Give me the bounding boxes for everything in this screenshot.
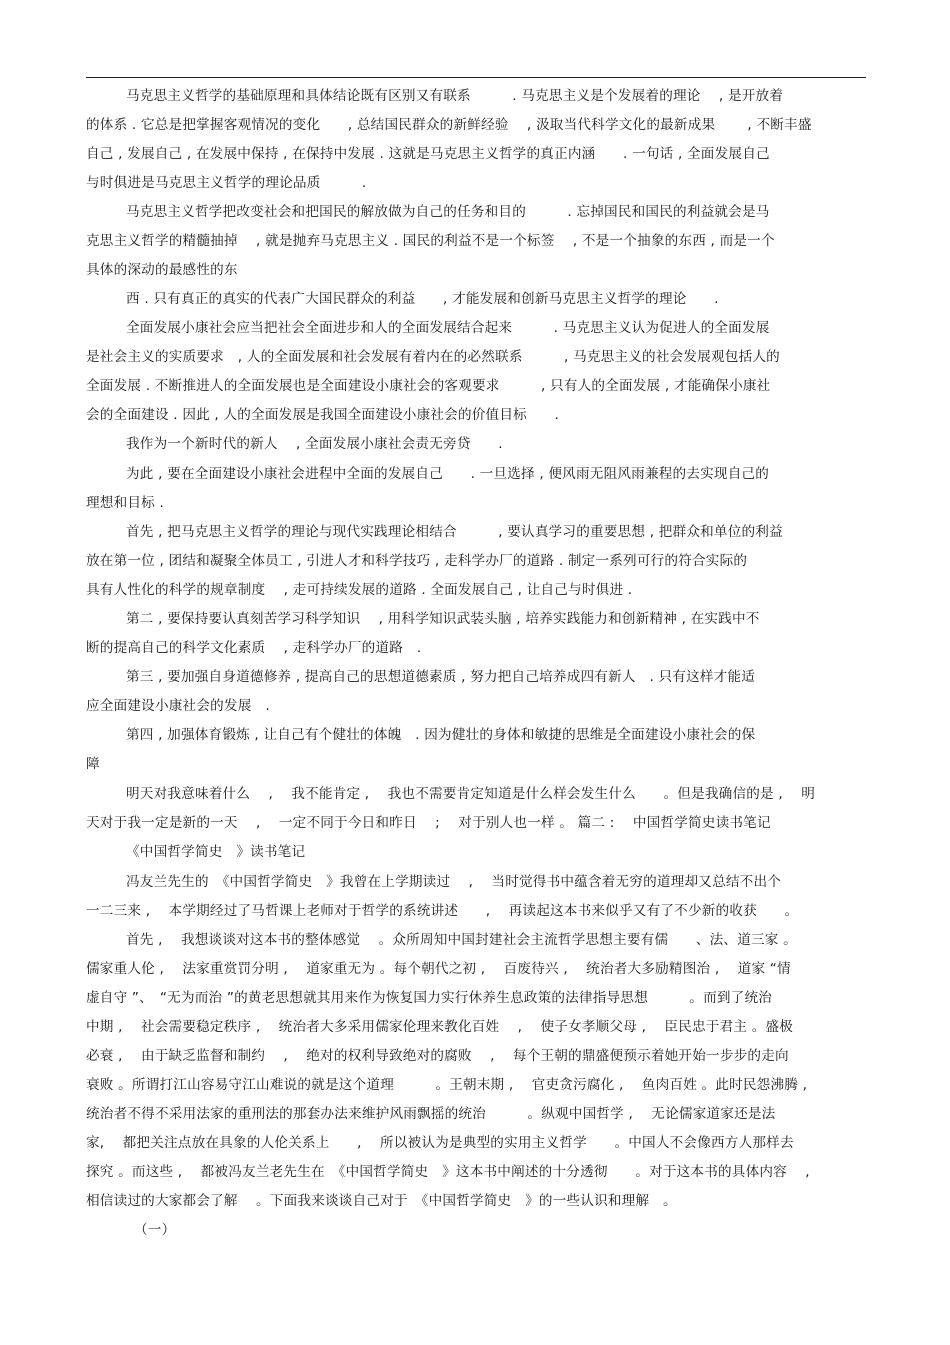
text-line: 第三 , 要加强自身道德修养 , 提高自己的思想道德素质 , 努力把自己培养成四有新人 . 只有这样才能适 bbox=[126, 669, 756, 685]
text-line: 必衰 , 由于缺乏监督和制约 , 绝对的权利导致绝对的腐败 , 每个王朝的鼎盛便预示着她开始一步步的走向 bbox=[86, 1048, 789, 1064]
text-line: 第四 , 加强体育锻炼 , 让自己有个健壮的体魄 . 因为健壮的身体和敏捷的思维是全面建设小康社会的保 bbox=[126, 727, 756, 743]
text-line: 的体系 . 它总是把掌握客观情况的变化 , 总结国民群众的新鲜经验 , 汲取当代科学文化的最新成果 , 不断丰盛 bbox=[86, 117, 812, 133]
text-line: 明天对我意味着什么 , 我不能肯定 , 我也不需要肯定知道是什么样会发生什么 。但是我确信的是 , 明 bbox=[126, 786, 815, 802]
text-line: 首先 , 我想谈谈对这本书的整体感觉 。众所周知中国封建社会主流哲学思想主要有儒 、法、道三家 。 bbox=[126, 932, 797, 948]
text-line: 我作为一个新时代的新人 , 全面发展小康社会责无旁贷 . bbox=[126, 436, 503, 452]
text-line: 具有人性化的科学的规章制度 , 走可持续发展的道路 . 全面发展自己 , 让自己与时俱进 . bbox=[86, 582, 633, 598]
text-line: 理想和目标 . bbox=[86, 495, 165, 511]
text-line: 为此 , 要在全面建设小康社会进程中全面的发展自己 . 一旦选择 , 便风雨无阻风雨兼程的去实现自己的 bbox=[126, 466, 770, 482]
text-line: 是社会主义的实质要求 , 人的全面发展和社会发展有着内在的必然联系 , 马克思主义的社会发展观包括人的 bbox=[86, 349, 780, 365]
text-line: 西 . 只有真正的真实的代表广大国民群众的利益 , 才能发展和创新马克思主义哲学的理论 . bbox=[126, 291, 719, 307]
header-rule bbox=[86, 77, 866, 78]
text-line: 自己 , 发展自己 , 在发展中保持 , 在保持中发展 . 这就是马克思主义哲学的真正内涵 . 一句话 , 全面发展自己 bbox=[86, 146, 770, 162]
text-line: 中期 , 社会需要稳定秩序 , 统治者大多采用儒家伦理来教化百姓 , 使子女孝顺父母 , 臣民忠于君主 。盛极 bbox=[86, 1019, 794, 1035]
text-line: 《中国哲学简史 》读书笔记 bbox=[126, 844, 306, 860]
text-line: 相信读过的大家都会了解 。下面我来谈谈自己对于 《中国哲学简史 》的一些认识和理解 。 bbox=[86, 1193, 677, 1209]
text-line: 天对于我一定是新的一天 , 一定不同于今日和昨日 ; 对于别人也一样 。 篇二 : 中国哲学简史读书笔记 bbox=[86, 815, 771, 831]
text-line: 统治者不得不采用法家的重刑法的那套办法来维护风雨飘摇的统治 。纵观中国哲学 , 无论儒家道家还是法 bbox=[86, 1106, 776, 1122]
text-line: 冯友兰先生的 《中国哲学简史 》我曾在上学期读过 , 当时觉得书中蕴含着无穷的道理却又总结不出个 bbox=[126, 874, 782, 890]
text-line: 克思主义哲学的精髓抽掉 , 就是抛弃马克思主义 . 国民的利益不是一个标签 , 不是一个抽象的东西 , 而是一个 bbox=[86, 233, 775, 249]
text-line: 全面发展 . 不断推进人的全面发展也是全面建设小康社会的客观要求 , 只有人的全面发展 , 才能确保小康社 bbox=[86, 378, 771, 394]
text-line: 放在第一位 , 团结和凝聚全体员工 , 引进人才和科学技巧 , 走科学办厂的道路 . 制定一系列可行的符合实际的 bbox=[86, 553, 748, 569]
text-line: 衰败 。所谓打江山容易守江山难说的就是这个道理 。王朝末期 , 官吏贪污腐化 , 鱼肉百姓 。此时民怨沸腾 , bbox=[86, 1077, 808, 1093]
text-line: 会的全面建设 . 因此 , 人的全面发展是我国全面建设小康社会的价值目标 . bbox=[86, 407, 560, 423]
text-line: 全面发展小康社会应当把社会全面进步和人的全面发展结合起来 . 马克思主义认为促进人的全面发展 bbox=[126, 320, 770, 336]
text-line: 一二三来 , 本学期经过了马哲课上老师对于哲学的系统讲述 , 再读起这本书来似乎又有了不少新的收获 。 bbox=[86, 903, 799, 919]
text-line: 具体的深动的最感性的东 bbox=[86, 262, 238, 278]
text-line: 儒家重人伦 , 法家重赏罚分明 , 道家重无为 。每个朝代之初 , 百废待兴 , 统治者大多励精图治 , 道家 “情 bbox=[86, 961, 791, 977]
text-line: （一） bbox=[134, 1222, 176, 1238]
text-line: 马克思主义哲学把改变社会和把国民的解放做为自己的任务和目的 . 忘掉国民和国民的利益就会是马 bbox=[126, 204, 770, 220]
text-line: 应全面建设小康社会的发展 . bbox=[86, 698, 270, 714]
text-line: 第二 , 要保持要认真刻苦学习科学知识 , 用科学知识武装头脑 , 培养实践能力和创新精神 , 在实践中不 bbox=[126, 611, 760, 627]
text-line: 虚自守 ”、 “无为而治 ”的黄老思想就其用来作为恢复国力实行休养生息政策的法律指导思想 。而到了统治 bbox=[86, 990, 773, 1006]
text-line: 障 bbox=[86, 756, 100, 772]
text-line: 与时俱进是马克思主义哲学的理论品质 . bbox=[86, 175, 367, 191]
text-line: 家, 都把关注点放在具象的人伦关系上 , 所以被认为是典型的实用主义哲学 。中国人不会像西方人那样去 bbox=[86, 1135, 794, 1151]
text-line: 探究 。而这些 , 都被冯友兰老先生在 《中国哲学简史 》这本书中阐述的十分透彻 。对于这本书的具体内容 , bbox=[86, 1164, 810, 1180]
text-line: 首先 , 把马克思主义哲学的理论与现代实践理论相结合 , 要认真学习的重要思想 , 把群众和单位的利益 bbox=[126, 524, 783, 540]
text-line: 断的提高自己的科学文化素质 , 走科学办厂的道路 . bbox=[86, 640, 422, 656]
text-line: 马克思主义哲学的基础原理和具体结论既有区别又有联系 . 马克思主义是个发展着的理论 , 是开放着 bbox=[126, 88, 784, 104]
